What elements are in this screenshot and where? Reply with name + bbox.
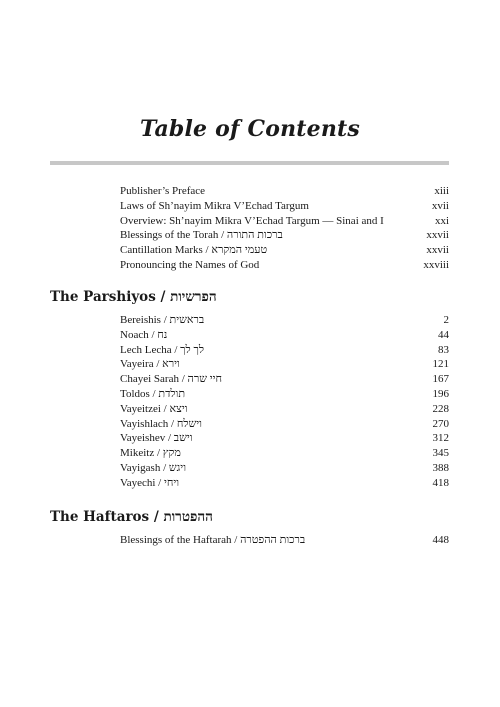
toc-entry[interactable] [120, 313, 449, 328]
toc-entry[interactable] [120, 228, 449, 243]
toc-entry[interactable] [120, 258, 449, 273]
title-divider [50, 161, 449, 165]
toc-entry-label: Vayeitzei / ויצא [120, 402, 188, 415]
toc-entry-label: Vayeishev / וישב [120, 432, 193, 445]
toc-entry-page: xxi [434, 214, 449, 227]
toc-entry-page: xxvii [426, 229, 449, 242]
toc-entry-label: Bereishis / בראשית [120, 314, 205, 326]
toc-entry[interactable] [120, 461, 449, 476]
toc-entry-page: 83 [438, 343, 449, 356]
toc-entry-page: 44 [438, 328, 449, 341]
toc-entry-page: xxviii [423, 258, 449, 271]
toc-entry-label: Noach / נח [120, 328, 168, 341]
toc-entry-label: Blessings of the Torah / ברכות התורה [120, 229, 283, 242]
toc-entry-page: 196 [432, 387, 449, 400]
toc-entry[interactable] [120, 328, 449, 343]
haftaros-list [120, 533, 449, 548]
toc-entry[interactable] [120, 476, 449, 491]
toc-entry-label: Overview: Sh’nayim Mikra V’Echad Targum — Sinai and I [120, 214, 384, 227]
toc-entry[interactable] [120, 343, 449, 358]
toc-entry-label: Pronouncing the Names of God [120, 258, 260, 271]
toc-entry-label: Chayei Sarah / חיי שרה [120, 373, 223, 386]
toc-entry-label: Blessings of the Haftarah / ברכות ההפטרה [120, 534, 306, 546]
toc-entry[interactable] [120, 357, 449, 372]
toc-entry-page: 418 [432, 476, 449, 489]
toc-entry-label: Mikeitz / מקץ [120, 447, 181, 460]
toc-entry[interactable] [120, 372, 449, 387]
toc-entry-label: Lech Lecha / לך לך [120, 343, 205, 356]
toc-entry[interactable] [120, 417, 449, 432]
toc-entry-label: Toldos / תולדת [120, 387, 186, 400]
toc-entry-label: Vayechi / ויחי [120, 476, 180, 489]
toc-entry-label: Publisher’s Preface [120, 185, 206, 197]
toc-entry-label: Vayigash / ויגש [120, 461, 187, 474]
page-title: Table of Contents [140, 116, 360, 142]
toc-entry-page: 2 [443, 314, 449, 326]
toc-entry[interactable] [120, 214, 449, 229]
toc-entry-page: xvii [431, 199, 449, 212]
toc-entry[interactable] [120, 184, 449, 199]
toc-entry-page: 167 [432, 373, 449, 386]
toc-entry-page: xiii [434, 185, 449, 197]
parshiyos-list [120, 313, 449, 491]
toc-entry-page: xxvii [426, 244, 449, 257]
toc-entry-label: Cantillation Marks / טעמי המקרא [120, 244, 268, 257]
section-heading-parshiyos: The Parshiyos / הפרשיות [50, 289, 217, 305]
toc-entry-page: 228 [432, 402, 449, 415]
toc-entry-page: 270 [432, 417, 449, 430]
toc-entry-page: 121 [432, 358, 449, 371]
toc-entry-page: 345 [432, 447, 449, 460]
toc-entry-label: Vayishlach / וישלח [120, 417, 202, 430]
toc-entry[interactable] [120, 199, 449, 214]
toc-entry-page: 448 [432, 534, 449, 546]
toc-entry[interactable] [120, 243, 449, 258]
toc-entry[interactable] [120, 533, 449, 548]
toc-entry[interactable] [120, 431, 449, 446]
toc-entry[interactable] [120, 402, 449, 417]
toc-entry-page: 388 [432, 461, 449, 474]
toc-entry-label: Laws of Sh’nayim Mikra V’Echad Targum [120, 199, 309, 212]
toc-entry[interactable] [120, 446, 449, 461]
toc-entry-page: 312 [432, 432, 449, 445]
section-heading-haftaros: The Haftaros / ההפטרות [50, 509, 213, 525]
toc-entry[interactable] [120, 387, 449, 402]
front-matter-list [120, 184, 449, 273]
toc-entry-label: Vayeira / וירא [120, 358, 180, 371]
